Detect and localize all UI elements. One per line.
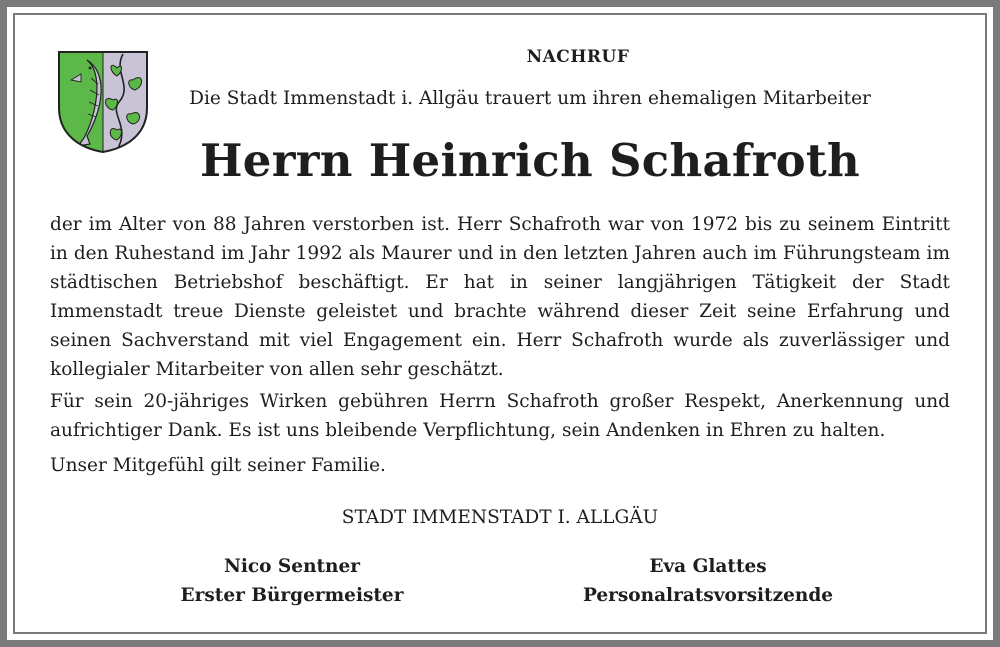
signer-left: [142, 552, 442, 610]
notice-paragraph-2: Für sein 20-jähriges Wirken gebühren Herrn Schafroth großer Respekt, Anerkennung und aufrichtiger Dank. Es ist uns bleibende Verpflichtung, sein Andenken in Ehren zu halten.: [50, 391, 950, 441]
notice-intro: Die Stadt Immenstadt i. Allgäu trauert um ihren ehemaligen Mitarbeiter: [189, 88, 871, 109]
signer-name: Eva Glattes: [649, 556, 767, 577]
coat-of-arms-icon: [57, 50, 149, 154]
deceased-name: Herrn Heinrich Schafroth: [199, 134, 861, 187]
notice-heading: NACHRUF: [526, 47, 630, 67]
signer-name: Nico Sentner: [223, 556, 361, 577]
signer-title: Erster Bürgermeister: [180, 585, 404, 606]
organization-name: STADT IMMENSTADT I. ALLGÄU: [341, 507, 659, 528]
signer-right: [558, 552, 858, 610]
signer-title: Personalratsvorsitzende: [582, 585, 834, 606]
notice-paragraph-3: Unser Mitgefühl gilt seiner Familie.: [50, 455, 386, 476]
notice-paragraph-1: der im Alter von 88 Jahren verstorben ist. Herr Schafroth war von 1972 bis zu seinem Eintritt in den Ruhestand im Jahr 1992 als Maurer und in den letzten Jahren auch im Führungsteam im städtischen Betriebshof beschäftigt. Er hat in seiner langjährigen Tätigkeit der Stadt Immenstadt treue Dienste geleistet und brachte während dieser Zeit seine Erfahrung und seinen Sachverstand mit viel Engagement ein. Herr Schafroth wurde als zuverlässiger und kollegialer Mitarbeiter von allen sehr geschätzt.: [50, 214, 950, 380]
